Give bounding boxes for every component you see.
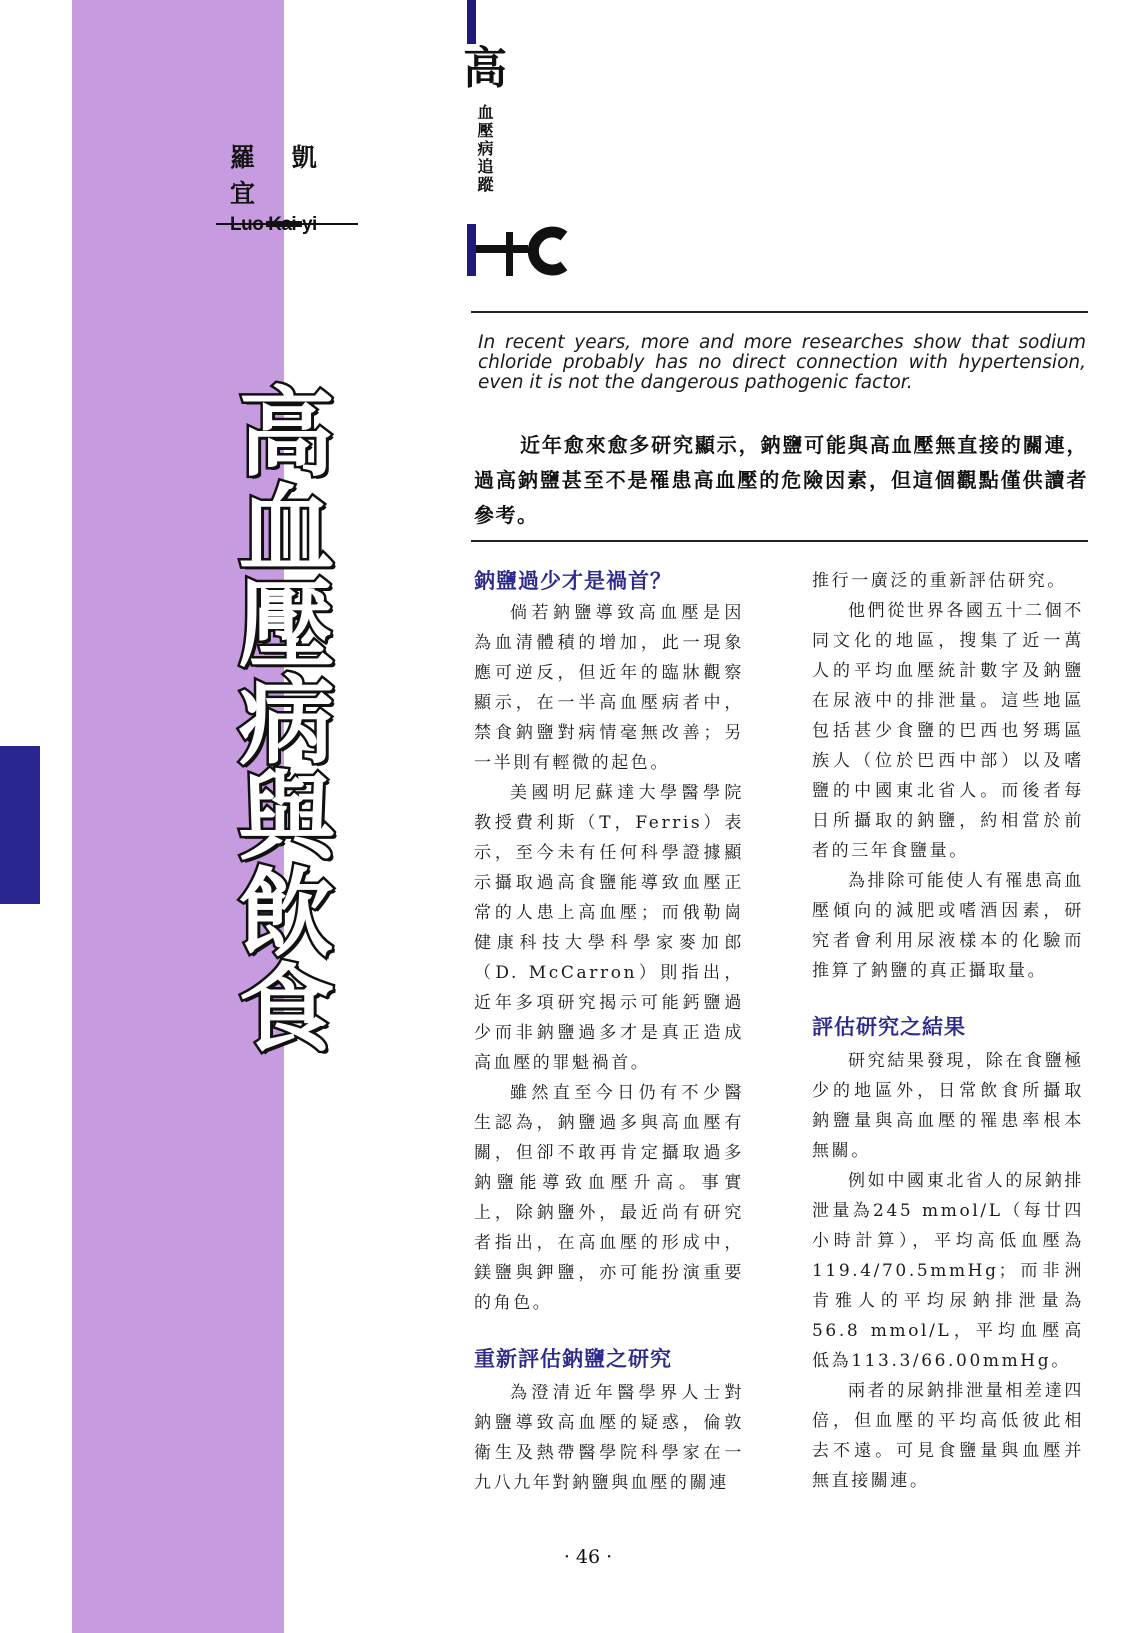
body-paragraph: 研究結果發現，除在食鹽極少的地區外，日常飲食所攝取鈉鹽量與高血壓的罹患率根本無關。: [812, 1051, 1084, 1161]
column-name: 血壓病追蹤: [475, 104, 494, 194]
edge-tab-mark: [0, 746, 40, 904]
author-rule-accent: [266, 221, 302, 227]
hc-logo-icon: [462, 224, 582, 280]
body-paragraph: 雖然直至今日仍有不少醫生認為，鈉鹽過多與高血壓有關，但卻不敢再肯定攝取過多鈉鹽能導致血壓升高。事實上，除鈉鹽外，最近尚有研究者指出，在高血壓的形成中，鎂鹽與鉀鹽，亦可能扮演重要的角色。: [474, 1083, 744, 1313]
body-paragraph: 推行一廣泛的重新評估研究。: [812, 571, 1067, 591]
chinese-abstract: 近年愈來愈多研究顯示，鈉鹽可能與高血壓無直接的關連，過高鈉鹽甚至不是罹患高血壓的危險因素，但這個觀點僅供讀者參考。: [474, 433, 1088, 527]
abstract-en-line: even it is not the dangerous pathogenic factor.: [478, 372, 913, 393]
body-paragraph: 他們從世界各國五十二個不同文化的地區，搜集了近一萬人的平均血壓統計數字及鈉鹽在尿液中的排泄量。這些地區包括甚少食鹽的巴西也努瑪區族人（位於巴西中部）以及嗜鹽的中國東北省人。而後者每日所攝取的鈉鹽，約相當於前者的三年食鹽量。: [812, 601, 1084, 861]
column-accent-bar: [467, 0, 476, 44]
section-rule: [471, 540, 1088, 542]
abstract-en-line: In recent years, more and more researches show that sodium: [478, 332, 1086, 353]
body-column-right: [812, 566, 1084, 1496]
top-rule: [471, 311, 1088, 313]
section-heading: 評估研究之結果: [812, 1015, 966, 1039]
body-paragraph: 例如中國東北省人的尿鈉排泄量為245 mmol/L（每廿四小時計算），平均高低血壓為119.4/70.5mmHg；而非洲肯雅人的平均尿鈉排泄量為56.8 mmol/L，平均血壓高低為113.3/66.00mmHg。: [812, 1171, 1084, 1371]
body-column-left: [474, 566, 744, 1498]
body-paragraph: 倘若鈉鹽導致高血壓是因為血清體積的增加，此一現象應可逆反，但近年的臨牀觀察顯示，在一半高血壓病者中，禁食鈉鹽對病情毫無改善；另一半則有輕微的起色。: [474, 603, 744, 773]
body-paragraph: 兩者的尿鈉排泄量相差達四倍，但血壓的平均高低彼此相去不遠。可見食鹽量與血壓并無直接關連。: [812, 1381, 1084, 1491]
section-heading: 重新評估鈉鹽之研究: [474, 1347, 672, 1371]
english-abstract: [478, 333, 1086, 393]
column-logo-char: 高: [463, 43, 507, 94]
section-heading: 鈉鹽過少才是禍首？: [474, 569, 672, 593]
body-paragraph: 為排除可能使人有罹患高血壓傾向的減肥或嗜酒因素，研究者會利用尿液樣本的化驗而推算了鈉鹽的真正攝取量。: [812, 871, 1084, 981]
abstract-en-line: chloride probably has no direct connection with hypertension,: [478, 352, 1086, 373]
page-number: · 46 ·: [563, 1546, 613, 1568]
body-paragraph: 美國明尼蘇達大學醫學院教授費利斯（T，Ferris）表示，至今未有任何科學證據顯示攝取過高食鹽能導致血壓正常的人患上高血壓；而俄勒崗健康科技大學科學家麥加郎（D. McCarron）則指出，近年多項研究揭示可能鈣鹽過少而非鈉鹽過多才是真正造成高血壓的罪魁禍首。: [474, 783, 744, 1073]
author-name-cn: 羅 凱 宜: [230, 143, 331, 208]
author-name-en: Luo: [230, 214, 264, 235]
body-paragraph: 為澄清近年醫學界人士對鈉鹽導致高血壓的疑惑，倫敦衛生及熱帶醫學院科學家在一九八九年對鈉鹽與血壓的關連: [474, 1383, 744, 1493]
article-title: 高血壓病與飲食: [223, 382, 335, 1054]
